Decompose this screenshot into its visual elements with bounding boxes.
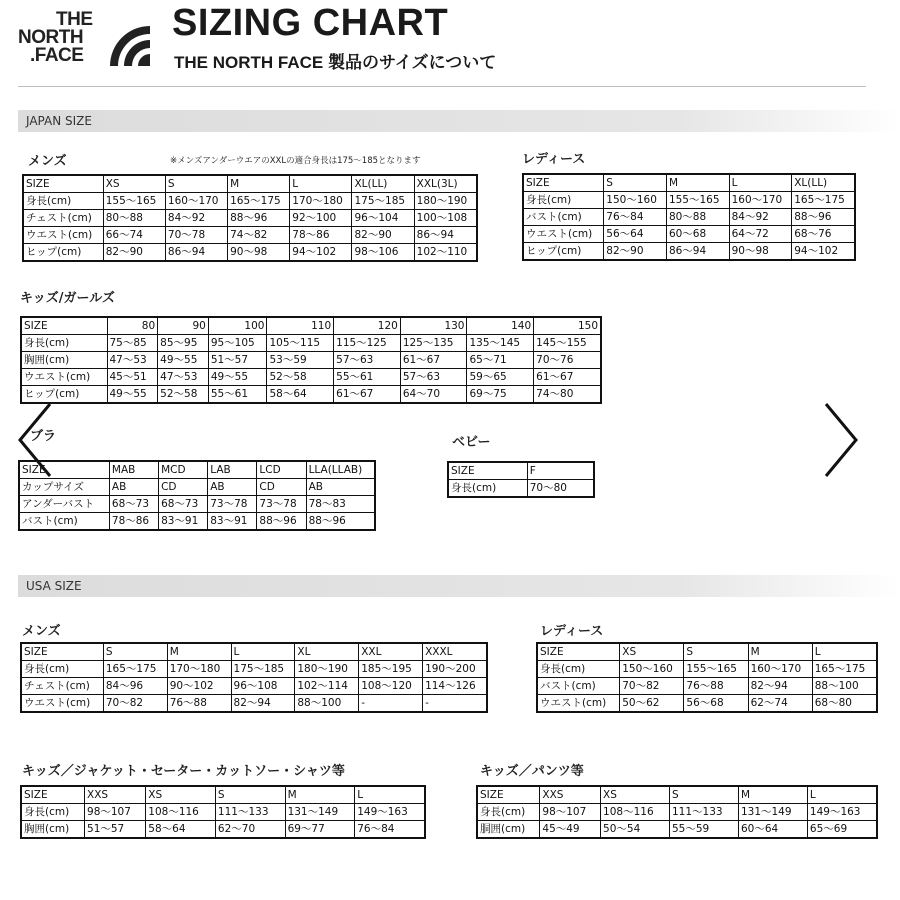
table-cell: S (103, 643, 167, 661)
table-cell: XXL(3L) (414, 175, 477, 193)
table-cell: 82〜90 (352, 227, 414, 244)
table-cell: 78〜83 (306, 496, 375, 513)
table-cell: M (167, 643, 231, 661)
page-title: SIZING CHART (172, 2, 449, 44)
japan-kids-label: キッズ/ガールズ (20, 291, 115, 306)
japan-baby-table (447, 461, 595, 498)
table-cell: M (748, 643, 812, 661)
table-cell: 149〜163 (355, 804, 425, 821)
table-cell: - (359, 695, 423, 713)
table-cell: 88〜96 (257, 513, 306, 531)
table-cell: XS (103, 175, 165, 193)
table-cell: 114〜126 (423, 678, 487, 695)
table-cell: 82〜90 (604, 243, 667, 261)
table-cell: 80〜88 (103, 210, 165, 227)
table-row (21, 369, 601, 386)
table-cell: 83〜91 (159, 513, 208, 531)
table-cell: 135〜145 (467, 335, 534, 352)
table-row (21, 678, 487, 695)
table-cell: 150〜160 (604, 192, 667, 209)
table-cell: 78〜86 (290, 227, 352, 244)
table-cell: 58〜64 (267, 386, 334, 404)
row-label-cell: 身長(cm) (448, 480, 527, 498)
table-cell: 85〜95 (158, 335, 209, 352)
table-cell: 110 (267, 317, 334, 335)
table-row (19, 479, 375, 496)
table-cell: 51〜57 (85, 821, 146, 839)
table-cell: 108〜116 (601, 804, 670, 821)
table-cell: S (215, 786, 285, 804)
row-label-cell: 身長(cm) (537, 661, 620, 678)
table-cell: 149〜163 (807, 804, 877, 821)
header-divider (18, 86, 866, 87)
table-cell: 160〜170 (165, 193, 227, 210)
table-row (19, 513, 375, 531)
table-cell: 45〜49 (540, 821, 601, 839)
table-cell: 49〜55 (208, 369, 267, 386)
table-cell: 61〜67 (400, 352, 467, 369)
chevron-left-icon (16, 400, 56, 480)
table-cell: 150 (534, 317, 601, 335)
table-cell: 92〜100 (290, 210, 352, 227)
row-label-cell: 身長(cm) (21, 335, 107, 352)
table-cell: 96〜108 (231, 678, 295, 695)
table-cell: XL(LL) (352, 175, 414, 193)
table-cell: 75〜85 (107, 335, 158, 352)
usa-ladies-label: レディース (540, 624, 604, 639)
table-cell: 49〜55 (158, 352, 209, 369)
table-row (537, 678, 877, 695)
usa-mens-label: メンズ (22, 624, 61, 639)
table-cell: 58〜64 (146, 821, 216, 839)
row-label-cell: ウエスト(cm) (21, 695, 103, 713)
table-cell: 170〜180 (290, 193, 352, 210)
table-cell: L (729, 174, 792, 192)
row-label-cell: バスト(cm) (523, 209, 604, 226)
table-cell: 102〜114 (295, 678, 359, 695)
table-header-row (19, 461, 375, 479)
page-subtitle: THE NORTH FACE 製品のサイズについて (174, 53, 497, 72)
table-row (537, 661, 877, 678)
table-cell: AB (208, 479, 257, 496)
table-cell: 74〜82 (228, 227, 290, 244)
table-cell: XXL (359, 643, 423, 661)
table-row (21, 804, 425, 821)
table-cell: XS (620, 643, 684, 661)
table-row (537, 695, 877, 713)
table-row (19, 496, 375, 513)
table-cell: 64〜72 (729, 226, 792, 243)
table-cell: 88〜96 (792, 209, 855, 226)
table-row (477, 804, 877, 821)
row-label-cell: SIZE (21, 643, 103, 661)
table-cell: S (165, 175, 227, 193)
table-cell: 45〜51 (107, 369, 158, 386)
table-cell: AB (109, 479, 158, 496)
row-label-cell: SIZE (21, 786, 85, 804)
logo-line-2: NORTH (18, 27, 84, 48)
table-cell: 57〜63 (400, 369, 467, 386)
row-label-cell: ウエスト(cm) (23, 227, 103, 244)
table-cell: 90〜98 (729, 243, 792, 261)
table-cell: 100〜108 (414, 210, 477, 227)
table-cell: L (231, 643, 295, 661)
usa-kids-jacket-table (20, 785, 426, 839)
table-header-row (21, 317, 601, 335)
table-cell: 155〜165 (103, 193, 165, 210)
table-cell: 160〜170 (748, 661, 812, 678)
table-cell: 83〜91 (208, 513, 257, 531)
table-cell: 120 (334, 317, 401, 335)
usa-size-heading: USA SIZE (26, 579, 82, 593)
table-cell: 82〜90 (103, 244, 165, 262)
table-cell: 82〜94 (748, 678, 812, 695)
table-cell: 98〜107 (85, 804, 146, 821)
table-cell: 76〜88 (167, 695, 231, 713)
row-label-cell: SIZE (477, 786, 540, 804)
table-cell: 115〜125 (334, 335, 401, 352)
table-cell: 125〜135 (400, 335, 467, 352)
chevron-right-icon (822, 400, 862, 480)
table-cell: F (527, 462, 594, 480)
row-label-cell: バスト(cm) (537, 678, 620, 695)
table-cell: 80〜88 (666, 209, 729, 226)
table-cell: CD (257, 479, 306, 496)
table-cell: 105〜115 (267, 335, 334, 352)
table-row (523, 243, 855, 261)
row-label-cell: SIZE (21, 317, 107, 335)
row-label-cell: バスト(cm) (19, 513, 109, 531)
table-cell: 59〜65 (467, 369, 534, 386)
table-cell: 70〜76 (534, 352, 601, 369)
row-label-cell: SIZE (523, 174, 604, 192)
table-row (523, 192, 855, 209)
table-cell: 86〜94 (165, 244, 227, 262)
table-cell: 94〜102 (792, 243, 855, 261)
table-cell: 175〜185 (231, 661, 295, 678)
table-cell: 95〜105 (208, 335, 267, 352)
table-cell: 98〜107 (540, 804, 601, 821)
table-cell: 68〜76 (792, 226, 855, 243)
table-cell: 47〜53 (158, 369, 209, 386)
table-cell: XL(LL) (792, 174, 855, 192)
japan-kids-table (20, 316, 602, 404)
table-cell: M (738, 786, 807, 804)
table-cell: 47〜53 (107, 352, 158, 369)
table-header-row (523, 174, 855, 192)
japan-baby-label: ベビー (452, 435, 491, 450)
table-row (21, 821, 425, 839)
table-cell: 84〜92 (729, 209, 792, 226)
table-cell: 69〜77 (285, 821, 355, 839)
table-cell: 140 (467, 317, 534, 335)
table-cell: LAB (208, 461, 257, 479)
row-label-cell: ヒップ(cm) (21, 386, 107, 404)
row-label-cell: 身長(cm) (21, 804, 85, 821)
logo-line-3: .FACE (30, 45, 84, 66)
table-cell: 60〜64 (738, 821, 807, 839)
table-row (23, 244, 477, 262)
table-cell: XXXL (423, 643, 487, 661)
row-label-cell: ウエスト(cm) (523, 226, 604, 243)
japan-mens-note: ※メンズアンダーウエアのXXLの適合身長は175〜185となります (170, 156, 421, 166)
table-cell: S (604, 174, 667, 192)
table-cell: 131〜149 (738, 804, 807, 821)
table-cell: 70〜82 (620, 678, 684, 695)
table-cell: L (355, 786, 425, 804)
table-cell: 55〜59 (670, 821, 739, 839)
table-cell: 60〜68 (666, 226, 729, 243)
row-label-cell: 身長(cm) (523, 192, 604, 209)
table-cell: L (807, 786, 877, 804)
table-row (523, 209, 855, 226)
table-cell: 82〜94 (231, 695, 295, 713)
table-row (21, 661, 487, 678)
table-cell: 175〜185 (352, 193, 414, 210)
row-label-cell: チェスト(cm) (21, 678, 103, 695)
table-cell: L (812, 643, 877, 661)
row-label-cell: 身長(cm) (21, 661, 103, 678)
usa-kids-pants-label: キッズ／パンツ等 (480, 764, 584, 779)
japan-size-band (18, 110, 900, 132)
table-cell: 130 (400, 317, 467, 335)
table-cell: 62〜74 (748, 695, 812, 713)
row-label-cell: アンダーバスト (19, 496, 109, 513)
table-cell: 108〜116 (146, 804, 216, 821)
table-cell: 50〜54 (601, 821, 670, 839)
table-cell: 80 (107, 317, 158, 335)
row-label-cell: ウエスト(cm) (21, 369, 107, 386)
table-cell: 68〜73 (109, 496, 158, 513)
table-cell: 65〜69 (807, 821, 877, 839)
table-cell: L (290, 175, 352, 193)
table-cell: XS (601, 786, 670, 804)
table-cell: 165〜175 (228, 193, 290, 210)
table-cell: 100 (208, 317, 267, 335)
table-cell: 56〜64 (604, 226, 667, 243)
usa-kids-jacket-label: キッズ／ジャケット・セーター・カットソー・シャツ等 (22, 764, 345, 779)
table-row (477, 821, 877, 839)
table-cell: 49〜55 (107, 386, 158, 404)
table-cell: 52〜58 (267, 369, 334, 386)
table-cell: 165〜175 (812, 661, 877, 678)
usa-size-band (18, 575, 900, 597)
usa-kids-pants-table (476, 785, 878, 839)
table-cell: XL (295, 643, 359, 661)
half-dome-icon (104, 8, 150, 66)
table-cell: XXS (540, 786, 601, 804)
logo-line-1: THE (56, 9, 93, 30)
table-cell: 50〜62 (620, 695, 684, 713)
table-header-row (21, 643, 487, 661)
row-label-cell: SIZE (537, 643, 620, 661)
table-cell: 165〜175 (792, 192, 855, 209)
row-label-cell: 身長(cm) (23, 193, 103, 210)
table-row (21, 335, 601, 352)
table-cell: 88〜100 (812, 678, 877, 695)
table-cell: XS (146, 786, 216, 804)
table-row (23, 227, 477, 244)
north-face-logo (18, 6, 150, 68)
row-label-cell: 胴囲(cm) (477, 821, 540, 839)
table-cell: 76〜88 (684, 678, 748, 695)
table-cell: 190〜200 (423, 661, 487, 678)
table-cell: 73〜78 (208, 496, 257, 513)
table-cell: 111〜133 (215, 804, 285, 821)
usa-mens-table (20, 642, 488, 713)
table-cell: 55〜61 (208, 386, 267, 404)
table-cell: 98〜106 (352, 244, 414, 262)
table-cell: 68〜80 (812, 695, 877, 713)
japan-mens-table (22, 174, 478, 262)
table-cell: 88〜96 (228, 210, 290, 227)
row-label-cell: SIZE (448, 462, 527, 480)
table-cell: M (228, 175, 290, 193)
table-cell: 61〜67 (334, 386, 401, 404)
table-cell: 70〜78 (165, 227, 227, 244)
table-cell: 155〜165 (666, 192, 729, 209)
table-cell: MCD (159, 461, 208, 479)
table-cell: 155〜165 (684, 661, 748, 678)
row-label-cell: SIZE (19, 461, 109, 479)
table-cell: AB (306, 479, 375, 496)
table-cell: 84〜96 (103, 678, 167, 695)
table-cell: 56〜68 (684, 695, 748, 713)
table-cell: 108〜120 (359, 678, 423, 695)
table-cell: - (423, 695, 487, 713)
table-cell: 150〜160 (620, 661, 684, 678)
table-cell: 94〜102 (290, 244, 352, 262)
table-cell: 76〜84 (604, 209, 667, 226)
table-cell: M (285, 786, 355, 804)
table-cell: 65〜71 (467, 352, 534, 369)
table-row (21, 695, 487, 713)
row-label-cell: ヒップ(cm) (523, 243, 604, 261)
table-cell: 102〜110 (414, 244, 477, 262)
prev-image-button[interactable] (16, 400, 56, 480)
table-cell: 131〜149 (285, 804, 355, 821)
row-label-cell: 身長(cm) (477, 804, 540, 821)
table-row (21, 352, 601, 369)
table-header-row (21, 786, 425, 804)
next-image-button[interactable] (822, 400, 862, 480)
table-cell: 74〜80 (534, 386, 601, 404)
table-cell: 165〜175 (103, 661, 167, 678)
table-cell: XXS (85, 786, 146, 804)
table-cell: 88〜100 (295, 695, 359, 713)
row-label-cell: チェスト(cm) (23, 210, 103, 227)
table-cell: 68〜73 (159, 496, 208, 513)
table-cell: 86〜94 (414, 227, 477, 244)
table-cell: S (670, 786, 739, 804)
table-row (523, 226, 855, 243)
table-cell: 90 (158, 317, 209, 335)
table-cell: 62〜70 (215, 821, 285, 839)
table-cell: 96〜104 (352, 210, 414, 227)
japan-ladies-label: レディース (522, 152, 586, 167)
japan-bra-label: ブラ (30, 429, 57, 444)
table-cell: MAB (109, 461, 158, 479)
table-cell: 88〜96 (306, 513, 375, 531)
table-cell: S (684, 643, 748, 661)
table-cell: LCD (257, 461, 306, 479)
table-header-row (537, 643, 877, 661)
table-cell: 70〜82 (103, 695, 167, 713)
table-cell: 64〜70 (400, 386, 467, 404)
table-cell: M (666, 174, 729, 192)
table-cell: 70〜80 (527, 480, 594, 498)
table-cell: 90〜98 (228, 244, 290, 262)
table-cell: 66〜74 (103, 227, 165, 244)
table-cell: 90〜102 (167, 678, 231, 695)
table-cell: 160〜170 (729, 192, 792, 209)
japan-ladies-table (522, 173, 856, 261)
japan-bra-table (18, 460, 376, 531)
row-label-cell: カップサイズ (19, 479, 109, 496)
table-header-row (448, 462, 594, 480)
table-cell: 185〜195 (359, 661, 423, 678)
table-header-row (23, 175, 477, 193)
table-row (21, 386, 601, 404)
table-cell: 51〜57 (208, 352, 267, 369)
table-cell: 61〜67 (534, 369, 601, 386)
usa-ladies-table (536, 642, 878, 713)
table-cell: 55〜61 (334, 369, 401, 386)
table-row (23, 210, 477, 227)
japan-size-heading: JAPAN SIZE (26, 114, 92, 128)
japan-mens-label: メンズ (28, 154, 67, 169)
table-cell: 53〜59 (267, 352, 334, 369)
table-cell: 84〜92 (165, 210, 227, 227)
table-row (23, 193, 477, 210)
row-label-cell: 胸囲(cm) (21, 821, 85, 839)
table-cell: 86〜94 (666, 243, 729, 261)
table-header-row (477, 786, 877, 804)
table-cell: 180〜190 (414, 193, 477, 210)
row-label-cell: SIZE (23, 175, 103, 193)
table-cell: 76〜84 (355, 821, 425, 839)
table-cell: 145〜155 (534, 335, 601, 352)
table-cell: 69〜75 (467, 386, 534, 404)
table-cell: 52〜58 (158, 386, 209, 404)
row-label-cell: 胸囲(cm) (21, 352, 107, 369)
table-cell: CD (159, 479, 208, 496)
table-cell: 73〜78 (257, 496, 306, 513)
table-cell: 57〜63 (334, 352, 401, 369)
table-cell: 170〜180 (167, 661, 231, 678)
table-cell: 111〜133 (670, 804, 739, 821)
table-cell: 78〜86 (109, 513, 158, 531)
table-row (448, 480, 594, 498)
table-cell: LLA(LLAB) (306, 461, 375, 479)
row-label-cell: ヒップ(cm) (23, 244, 103, 262)
table-cell: 180〜190 (295, 661, 359, 678)
row-label-cell: ウエスト(cm) (537, 695, 620, 713)
